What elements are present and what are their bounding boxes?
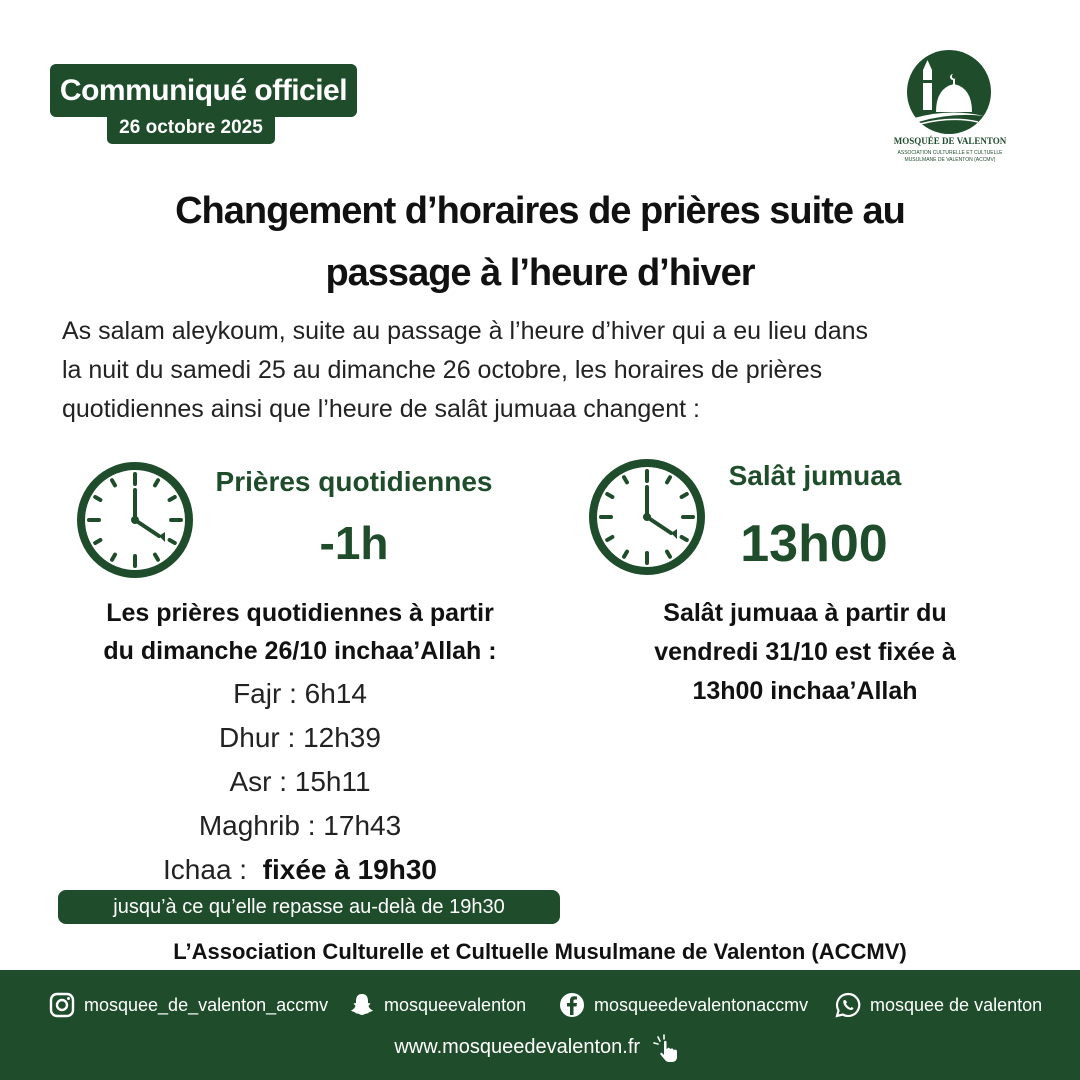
website-link[interactable]: [0, 1032, 1080, 1063]
whatsapp-icon: [834, 991, 862, 1019]
prayer-time-asr: Asr : 15h11: [229, 766, 371, 797]
jumuaa-desc-line-3: 13h00 inchaa’Allah: [692, 677, 918, 705]
daily-time-offset: -1h: [319, 517, 389, 569]
prayer-time-dhur: Dhur : 12h39: [219, 722, 381, 753]
logo-name: MOSQUÉE DE VALENTON: [893, 136, 1007, 146]
communique-badge: Communiqué officiel: [50, 64, 357, 117]
instagram-handle: mosquee_de_valenton_accmv: [84, 994, 329, 1015]
title-line-1: Changement d’horaires de prières suite au: [175, 190, 905, 232]
prayer-time-fajr: Fajr : 6h14: [233, 678, 367, 709]
intro-line-3: quotidiennes ainsi que l’heure de salât jumuaa changent :: [62, 395, 700, 423]
whatsapp-link[interactable]: [834, 990, 1042, 1020]
facebook-handle: mosqueedevalentonaccmv: [594, 994, 809, 1015]
intro-line-1: As salam aleykoum, suite au passage à l’heure d’hiver qui a eu lieu dans: [62, 317, 869, 345]
facebook-link[interactable]: [558, 990, 808, 1020]
instagram-icon: [48, 991, 76, 1019]
ichaa-note-badge: jusqu’à ce qu’elle repasse au-delà de 19h30: [58, 890, 560, 924]
snapchat-icon: [348, 991, 376, 1019]
jumuaa-desc-line-1: Salât jumuaa à partir du: [663, 599, 947, 627]
clock-icon: [75, 460, 195, 580]
ichaa-label: Ichaa :: [163, 854, 248, 885]
jumuaa-desc-line-2: vendredi 31/10 est fixée à: [654, 638, 956, 666]
date-badge: 26 octobre 2025: [107, 111, 275, 144]
website-url: www.mosqueedevalenton.fr: [394, 1036, 641, 1058]
intro-line-2: la nuit du samedi 25 au dimanche 26 octobre, les horaires de prières: [62, 356, 823, 384]
daily-prayers-description: [50, 594, 550, 670]
daily-desc-line-2: du dimanche 26/10 inchaa’Allah :: [103, 637, 497, 665]
logo-subtitle: [880, 150, 1020, 164]
logo-subtitle-line1: ASSOCIATION CULTURELLE ET CULTUELLE: [897, 150, 1003, 156]
ichaa-value: fixée à 19h30: [262, 854, 437, 885]
prayer-time-ichaa: [50, 848, 550, 892]
snapchat-handle: mosqueevalenton: [384, 994, 527, 1015]
clock-icon: [587, 457, 707, 577]
footer-bar: [0, 970, 1080, 1080]
daily-desc-line-1: Les prières quotidiennes à partir: [106, 599, 494, 627]
facebook-icon: [558, 991, 586, 1019]
pointer-hand-icon: [652, 1033, 686, 1063]
daily-prayers-heading: Prières quotidiennes: [215, 466, 493, 497]
title-line-2: passage à l’heure d’hiver: [325, 252, 755, 294]
prayer-times-list: [50, 672, 550, 892]
whatsapp-handle: mosquee de valenton: [870, 994, 1043, 1015]
logo-subtitle-line2: MUSULMANE DE VALENTON (ACCMV): [904, 157, 996, 163]
intro-paragraph: [62, 312, 1042, 429]
instagram-link[interactable]: [48, 990, 328, 1020]
jumuaa-time: 13h00: [740, 515, 888, 573]
page-title: [60, 180, 1020, 304]
association-name: L’Association Culturelle et Cultuelle Musulmane de Valenton (ACCMV): [173, 939, 907, 964]
jumuaa-description: [590, 594, 1020, 711]
snapchat-link[interactable]: [348, 990, 526, 1020]
jumuaa-heading: Salât jumuaa: [728, 460, 902, 491]
prayer-time-maghrib: Maghrib : 17h43: [198, 810, 402, 841]
